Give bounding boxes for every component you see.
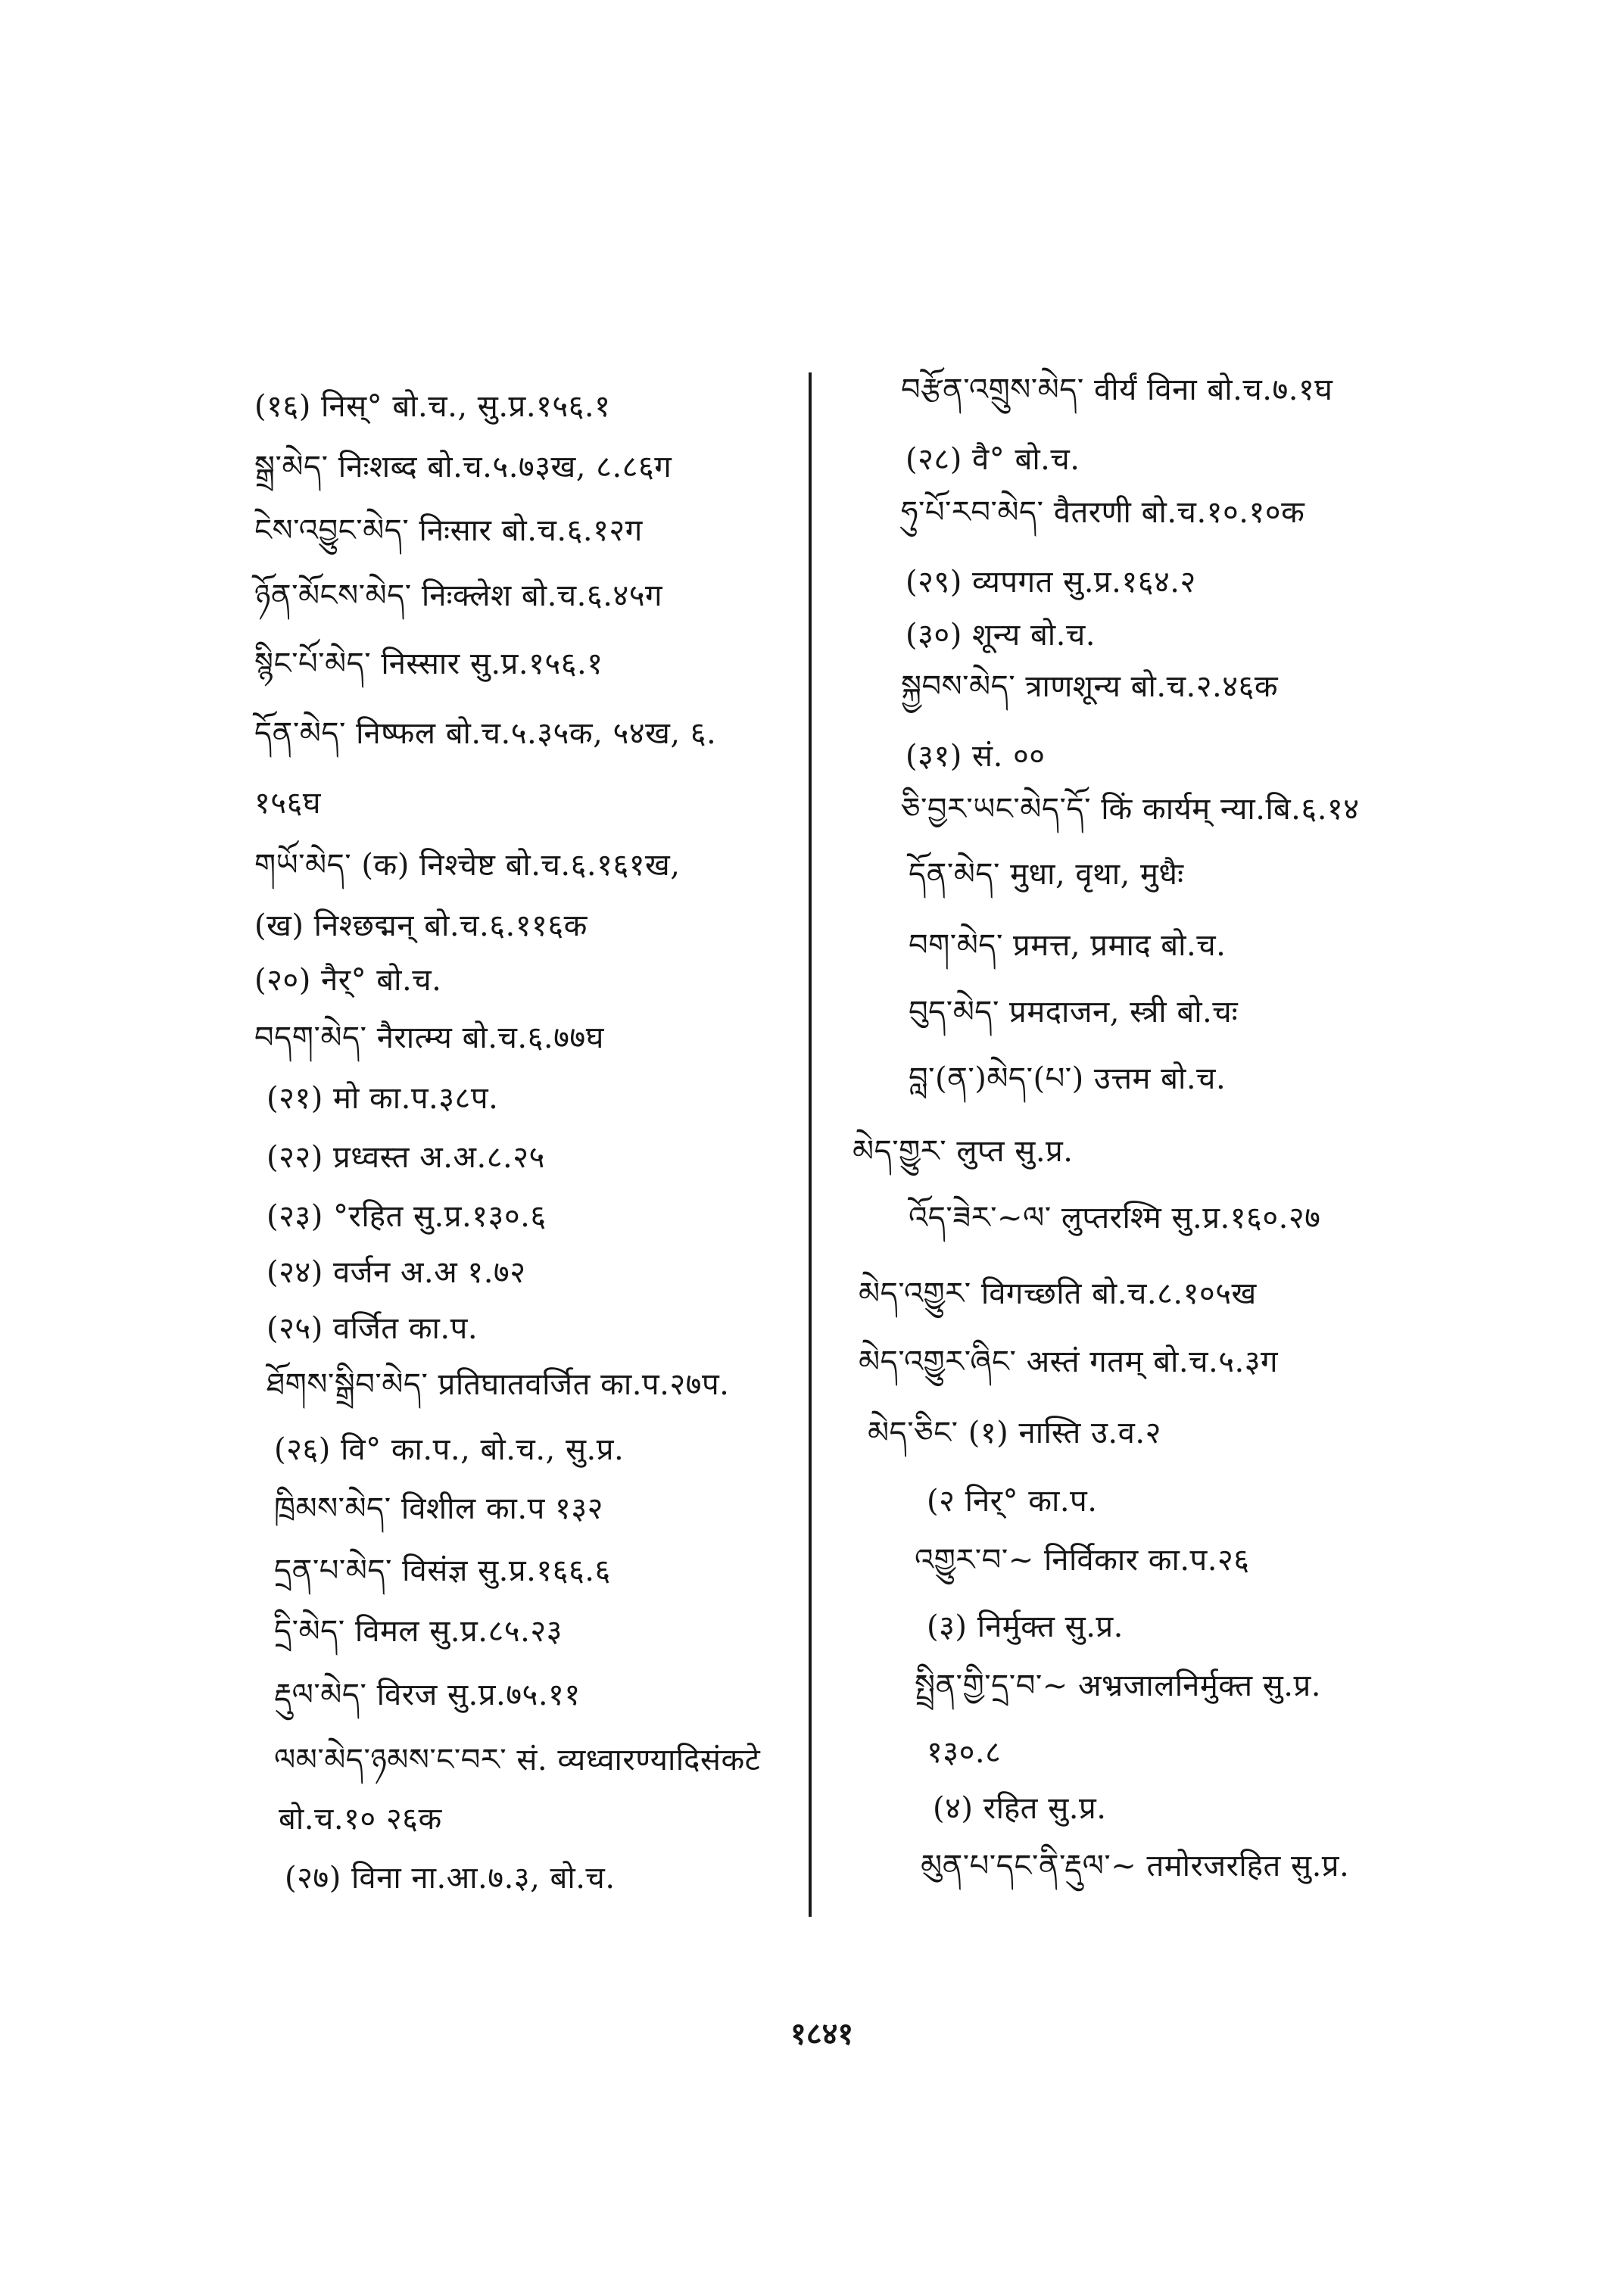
left-entry: (२३) °रहित सु.प्र.१३०.६ [267, 1199, 547, 1234]
left-entry: རྡུལ་མེད་ विरज सु.प्र.७५.११ [274, 1678, 581, 1712]
right-entry: (२९) व्यपगत सु.प्र.१६४.२ [906, 565, 1196, 600]
left-entry: ཉོན་མོངས་མེད་ निःक्लेश बो.च.६.४५ग [254, 578, 663, 613]
right-entry: (४) रहित सु.प्र. [933, 1791, 1107, 1826]
right-entry: འོད་ཟེར་~ལ་ लुप्तरश्मि सु.प्र.१६०.२७ [909, 1201, 1321, 1235]
left-entry: बो.च.१० २६क [279, 1802, 442, 1837]
left-entry: ཁྲིམས་མེད་ विशील का.प १३२ [274, 1491, 603, 1526]
page-number: १८४१ [790, 2016, 854, 2052]
left-entry: (१६) निस्° बो.च., सु.प्र.१५६.१ [254, 389, 611, 424]
left-entry: (२५) वर्जित का.प. [267, 1311, 478, 1346]
right-entry: བརྩོན་འགྲུས་མེད་ वीर्यं विना बो.च.७.१घ [901, 372, 1333, 407]
left-entry: (२२) प्रध्वस्त अ.अ.८.२५ [267, 1140, 545, 1175]
left-entry: གཡོ་མེད་ (क) निश्चेष्ट बो.च.६.१६१ख, [254, 848, 681, 883]
left-entry: (२७) विना ना.आ.७.३, बो.च. [285, 1861, 616, 1896]
left-entry: བདག་མེད་ नैरात्म्य बो.च.६.७७घ [254, 1020, 604, 1055]
left-entry: ལམ་མེད་ཉམས་ང་བར་ सं. व्यध्वारण्यादिसंकटे [274, 1743, 761, 1777]
right-entry: མེད་གྱུར་ लुप्त सु.प्र. [853, 1134, 1074, 1169]
right-entry: (२८) वै° बो.च. [906, 442, 1080, 477]
left-entry: (ख) निश्छद्मन् बो.च.६.११६क [254, 908, 588, 943]
left-entry: (२०) नैर्° बो.च. [254, 963, 442, 998]
right-entry: (३१) सं. ०० [906, 739, 1046, 774]
right-entry: १३०.८ [927, 1735, 1002, 1770]
right-entry: མེད་ཅིང་ (१) नास्ति उ.व.२ [868, 1416, 1161, 1450]
right-entry: ཧུ་པོ་རབ་མེད་ वैतरणी बो.च.१०.१०क [901, 495, 1305, 530]
left-entry: དོན་མེད་ निष्फल बो.च.५.३५क, ५४ख, ६. [254, 716, 717, 751]
right-entry: བུད་མེད་ प्रमदाजन, स्त्री बो.चः [909, 995, 1239, 1030]
left-entry: དྲི་མེད་ विमल सु.प्र.८५.२३ [274, 1614, 563, 1649]
left-entry: སྙིང་པོ་མེད་ निस्सार सु.प्र.१५६.१ [254, 646, 603, 681]
left-entry: (२४) वर्जन अ.अ १.७२ [267, 1255, 526, 1290]
column-divider [809, 372, 812, 1917]
left-entry: དྲན་པ་མེད་ विसंज्ञ सु.प्र.१६६.६ [274, 1553, 611, 1588]
right-entry: འགྱུར་བ་~ निर्विकार का.प.२६ [915, 1543, 1250, 1578]
right-entry: བླ་(ན་)མེད་(པ་) उत्तम बो.च. [909, 1061, 1227, 1096]
right-entry: སྐྱབས་མེད་ त्राणशून्य बो.च.२.४६क [901, 669, 1279, 704]
left-entry: ངེས་འབྱུང་མེད་ निःसार बो.च.६.१२ग [254, 513, 643, 548]
left-entry: ཐོགས་སྒྲིབ་མེད་ प्रतिघातवर्जित का.प.२७प. [267, 1367, 730, 1402]
right-entry: མེད་འགྱུར་ཞིང་ अस्तं गतम् बो.च.५.३ग [859, 1344, 1279, 1379]
right-entry: མུན་པ་དང་ནི་རྡུལ་~ तमोरजरहित सु.प्र. [921, 1849, 1350, 1883]
right-entry: སྤྲིན་གྱི་དྲ་བ་~ अभ्रजालनिर्मुक्त सु.प्र. [915, 1668, 1321, 1703]
left-entry: (२१) मो का.प.३८प. [267, 1081, 499, 1116]
right-entry: མེད་འགྱུར་ विगच्छति बो.च.८.१०५ख [859, 1276, 1257, 1311]
right-entry: (३०) शून्य बो.च. [906, 618, 1096, 653]
left-entry: (२६) वि° का.प., बो.च., सु.प्र. [274, 1432, 625, 1467]
right-entry: བག་མེད་ प्रमत्त, प्रमाद बो.च. [909, 928, 1227, 963]
right-entry: (३) निर्मुक्त सु.प्र. [927, 1609, 1124, 1644]
left-entry: १५६घ [254, 786, 322, 821]
right-entry: ཅི་བྱར་ཡང་མེད་དོ་ किं कार्यम् न्या.बि.६.१४ [901, 792, 1360, 827]
right-entry: དོན་མེད་ मुधा, वृथा, मुधैः [909, 857, 1184, 892]
right-entry: (२ निर्° का.प. [927, 1484, 1098, 1519]
left-entry: སྒྲ་མེད་ निःशब्द बो.च.५.७३ख, ८.८६ग [254, 450, 672, 484]
